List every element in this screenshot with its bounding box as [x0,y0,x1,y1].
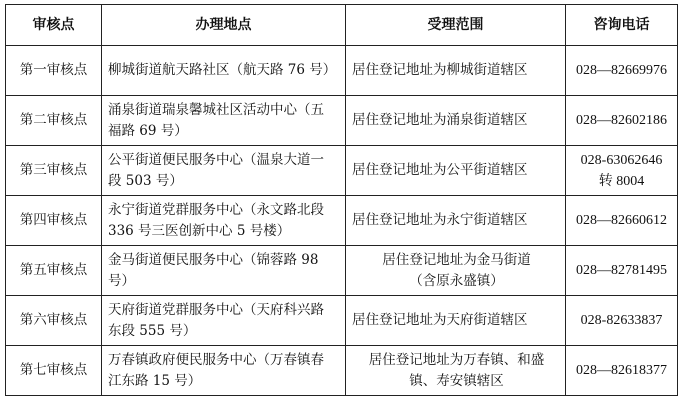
review-point-cell: 第三审核点 [6,146,102,196]
header-address: 办理地点 [102,5,346,46]
address-cell [102,96,346,146]
phone-line: 028-63062646 [580,152,663,168]
address-cell [102,296,346,346]
document-page [5,4,678,396]
phone-cell [566,96,678,146]
phone-line: 028—82781495 [576,263,667,278]
address-line: 公平街道便民服务中心（温泉大道一 [108,151,324,168]
table-row [6,196,678,246]
scope-line: 镇、寿安镇辖区 [409,372,504,389]
header-scope: 受理范围 [346,5,566,46]
review-point-cell: 第五审核点 [6,246,102,296]
address-line: 万春镇政府便民服务中心（万春镇春 [108,351,324,368]
address-line: 金马街道便民服务中心（锦蓉路 98 [108,251,319,268]
table-row [6,46,678,96]
address-line: 天府街道党群服务中心（天府科兴路 [108,301,324,318]
table-row [6,296,678,346]
scope-cell [346,96,566,146]
review-point-cell: 第七审核点 [6,346,102,396]
scope-cell [346,346,566,396]
address-cell [102,46,346,96]
address-line: 江东路 15 号） [108,372,202,389]
phone-cell [566,46,678,96]
table-row [6,96,678,146]
address-line: 段 503 号） [108,172,183,189]
scope-line: 居住登记地址为天府街道辖区 [352,312,528,328]
phone-cell [566,296,678,346]
phone-line: 028-82633837 [580,313,663,328]
table-row [6,246,678,296]
table-row [6,146,678,196]
phone-cell [566,146,678,196]
scope-cell [346,146,566,196]
scope-cell [346,296,566,346]
address-cell [102,346,346,396]
review-points-table [5,4,678,396]
phone-line: 028—82618377 [576,363,667,378]
address-line: 东段 555 号） [108,322,197,339]
review-point-cell: 第一审核点 [6,46,102,96]
header-review-point: 审核点 [6,5,102,46]
address-line: 柳城街道航天路社区（航天路 76 号） [108,62,337,78]
scope-line: （含原永盛镇） [409,272,504,289]
phone-extension: 转 8004 [598,173,645,189]
phone-cell [566,196,678,246]
scope-line: 居住登记地址为柳城街道辖区 [352,62,528,78]
review-point-cell: 第二审核点 [6,96,102,146]
address-cell [102,246,346,296]
scope-line: 居住登记地址为万春镇、和盛 [368,351,545,368]
address-line: 号） [108,272,135,289]
scope-cell [346,246,566,296]
scope-line: 居住登记地址为公平街道辖区 [352,162,528,178]
address-cell [102,196,346,246]
scope-line: 居住登记地址为永宁街道辖区 [352,212,528,228]
phone-line: 028—82669976 [576,63,667,78]
address-cell [102,146,346,196]
table-row [6,346,678,396]
scope-line: 居住登记地址为金马街道 [382,251,531,268]
address-line: 永宁街道党群服务中心（永文路北段 [108,201,324,218]
header-phone: 咨询电话 [566,5,678,46]
review-point-cell: 第四审核点 [6,196,102,246]
phone-line: 028—82660612 [576,213,667,228]
phone-line: 028—82602186 [576,113,667,128]
table-header-row [6,5,678,46]
phone-cell [566,246,678,296]
scope-cell [346,196,566,246]
scope-cell [346,46,566,96]
review-point-cell: 第六审核点 [6,296,102,346]
address-line: 涌泉街道瑞泉馨城社区活动中心（五 [108,101,324,118]
scope-line: 居住登记地址为涌泉街道辖区 [352,112,528,128]
address-line: 福路 69 号） [108,122,188,139]
address-line: 336 号三医创新中心 5 号楼） [108,222,291,239]
phone-cell [566,346,678,396]
